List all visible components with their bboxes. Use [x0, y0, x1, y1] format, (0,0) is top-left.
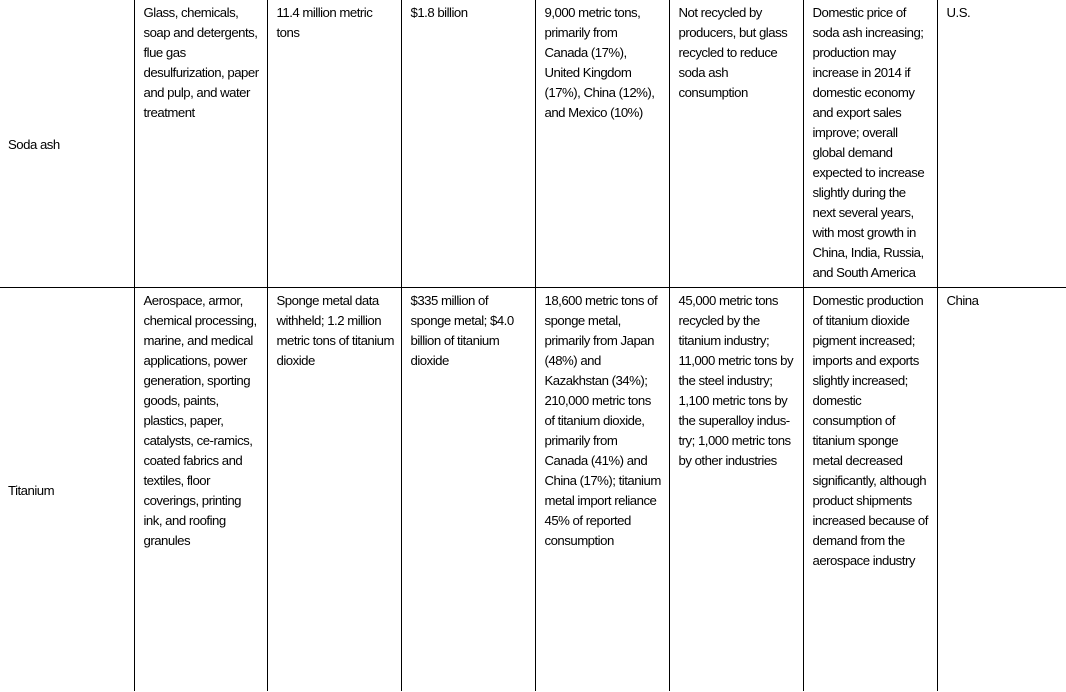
uses-text: Aerospace, armor, chemical processing, marine, and medical applications, power generation, sporting goods, paints, plastics, paper, catalysts, ce-ramics, coated fabrics and textiles, floor coverings, printing ink, and roofing granules: [143, 293, 257, 548]
leading-producer-text: U.S.: [946, 5, 971, 20]
leading-producer-cell: [937, 288, 1066, 692]
mineral-name: Titanium: [8, 483, 55, 498]
trends-text: Domestic price of soda ash increasing; production may increase in 2014 if domestic economy and export sales improve; overall global demand expected to increase slightly during the next several years, with most growth in China, India, Russia, and South America: [812, 5, 925, 280]
table-row-titanium: [0, 288, 1066, 692]
uses-cell: [134, 288, 267, 692]
imports-text: 18,600 metric tons of sponge metal, primarily from Japan (48%) and Kazakhstan (34%); 210,000 metric tons of titanium dioxide, primarily from Canada (41%) and China (17%); titanium metal import reliance 45% of reported consumption: [544, 293, 661, 548]
value-text: $1.8 billion: [410, 5, 468, 20]
leading-producer-cell: [937, 0, 1066, 288]
recycling-cell: [669, 0, 803, 288]
uses-text: Glass, chemicals, soap and detergents, flue gas desulfurization, paper and pulp, and water treatment: [143, 5, 259, 120]
recycling-text: 45,000 metric tons recycled by the titanium industry; 11,000 metric tons by the steel industry; 1,100 metric tons by the superalloy indus-try; 1,000 metric tons by other industries: [678, 293, 794, 468]
value-cell: [401, 0, 535, 288]
uses-cell: [134, 0, 267, 288]
production-text: Sponge metal data withheld; 1.2 million metric tons of titanium dioxide: [276, 293, 394, 368]
trends-cell: [803, 0, 937, 288]
production-cell: [267, 0, 401, 288]
mineral-name-cell: [0, 288, 134, 692]
value-cell: [401, 288, 535, 692]
table-row-soda-ash: [0, 0, 1066, 288]
leading-producer-text: China: [946, 293, 979, 308]
recycling-text: Not recycled by producers, but glass recycled to reduce soda ash consumption: [678, 5, 788, 100]
value-text: $335 million of sponge metal; $4.0 billion of titanium dioxide: [410, 293, 514, 368]
trends-text: Domestic production of titanium dioxide pigment increased; imports and exports slightly increased; domestic consumption of titanium sponge metal decreased significantly, although product shipments increased because of demand from the aerospace industry: [812, 293, 928, 568]
recycling-cell: [669, 288, 803, 692]
production-text: 11.4 million metric tons: [276, 5, 373, 40]
mineral-name-cell: [0, 0, 134, 288]
mineral-name: Soda ash: [8, 137, 60, 152]
production-cell: [267, 288, 401, 692]
imports-cell: [535, 288, 669, 692]
imports-text: 9,000 metric tons, primarily from Canada (17%), United Kingdom (17%), China (12%), and Mexico (10%): [544, 5, 655, 120]
imports-cell: [535, 0, 669, 288]
trends-cell: [803, 288, 937, 692]
